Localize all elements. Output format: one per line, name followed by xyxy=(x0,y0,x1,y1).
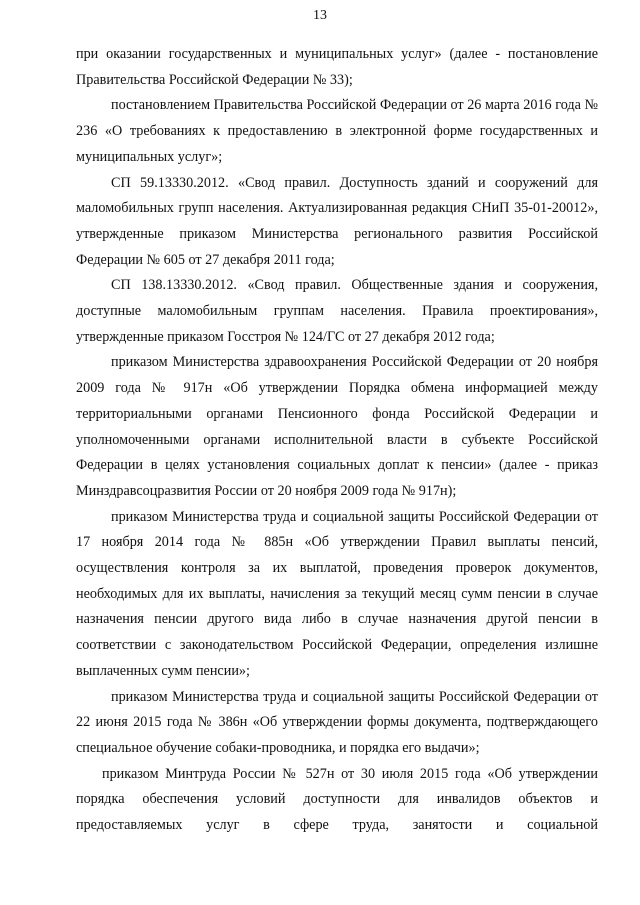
paragraph-sp-59: СП 59.13330.2012. «Свод правил. Доступность зданий и сооружений для маломобильных групп населения. Актуализированная редакция СНиП 35-01-20012», утвержденные приказом Министерства регионального развития Российской Федерации № 605 от 27 декабря 2011 года; xyxy=(76,174,598,268)
paragraph-order-386n: приказом Министерства труда и социальной защиты Российской Федерации от 22 июня 2015 года № 386н «Об утверждении формы документа, подтверждающего специальное обучение собаки-проводника, и порядка его выдачи»; xyxy=(76,688,598,756)
page-number: 13 xyxy=(313,8,327,23)
paragraph-order-885n: приказом Министерства труда и социальной защиты Российской Федерации от 17 ноября 2014 года № 885н «Об утверждении Правил выплаты пенсий, осуществления контроля за их выплатой, проведения проверок документов, необходимых для их выплаты, начисления за текущий месяц сумм пенсии в случае назначения пенсии другого вида либо в случае назначения другой пенсии в соответствии с законодательством Российской Федерации, определения излишне выплаченных сумм пенсии»; xyxy=(76,508,598,679)
paragraph-government-decree-236: постановлением Правительства Российской Федерации от 26 марта 2016 года № 236 «О требованиях к предоставлению в электронной форме государственных и муниципальных услуг»; xyxy=(76,97,598,165)
paragraph-order-917n: приказом Министерства здравоохранения Российской Федерации от 20 ноября 2009 года № 917н «Об утверждении Порядка обмена информацией между территориальными органами Пенсионного фонда Российской Федерации и уполномоченными органами исполнительной власти в субъекте Российской Федерации в целях установления социальных доплат к пенсии» (далее - приказ Минздравсоцразвития России от 20 ноября 2009 года № 917н); xyxy=(76,354,598,499)
paragraph-order-527n: приказом Минтруда России № 527н от 30 июля 2015 года «Об утверждении порядка обеспечения условий доступности для инвалидов объектов и предоставляемых услуг в сфере труда, занятости и социальной xyxy=(76,765,598,834)
document-body xyxy=(76,42,598,839)
paragraph-sp-138: СП 138.13330.2012. «Свод правил. Общественные здания и сооружения, доступные маломобильным группам населения. Правила проектирования», утвержденные приказом Госстроя № 124/ГС от 27 декабря 2012 года; xyxy=(76,277,598,345)
paragraph-continuation: при оказании государственных и муниципальных услуг» (далее - постановление Правительства Российской Федерации № 33); xyxy=(76,46,598,88)
